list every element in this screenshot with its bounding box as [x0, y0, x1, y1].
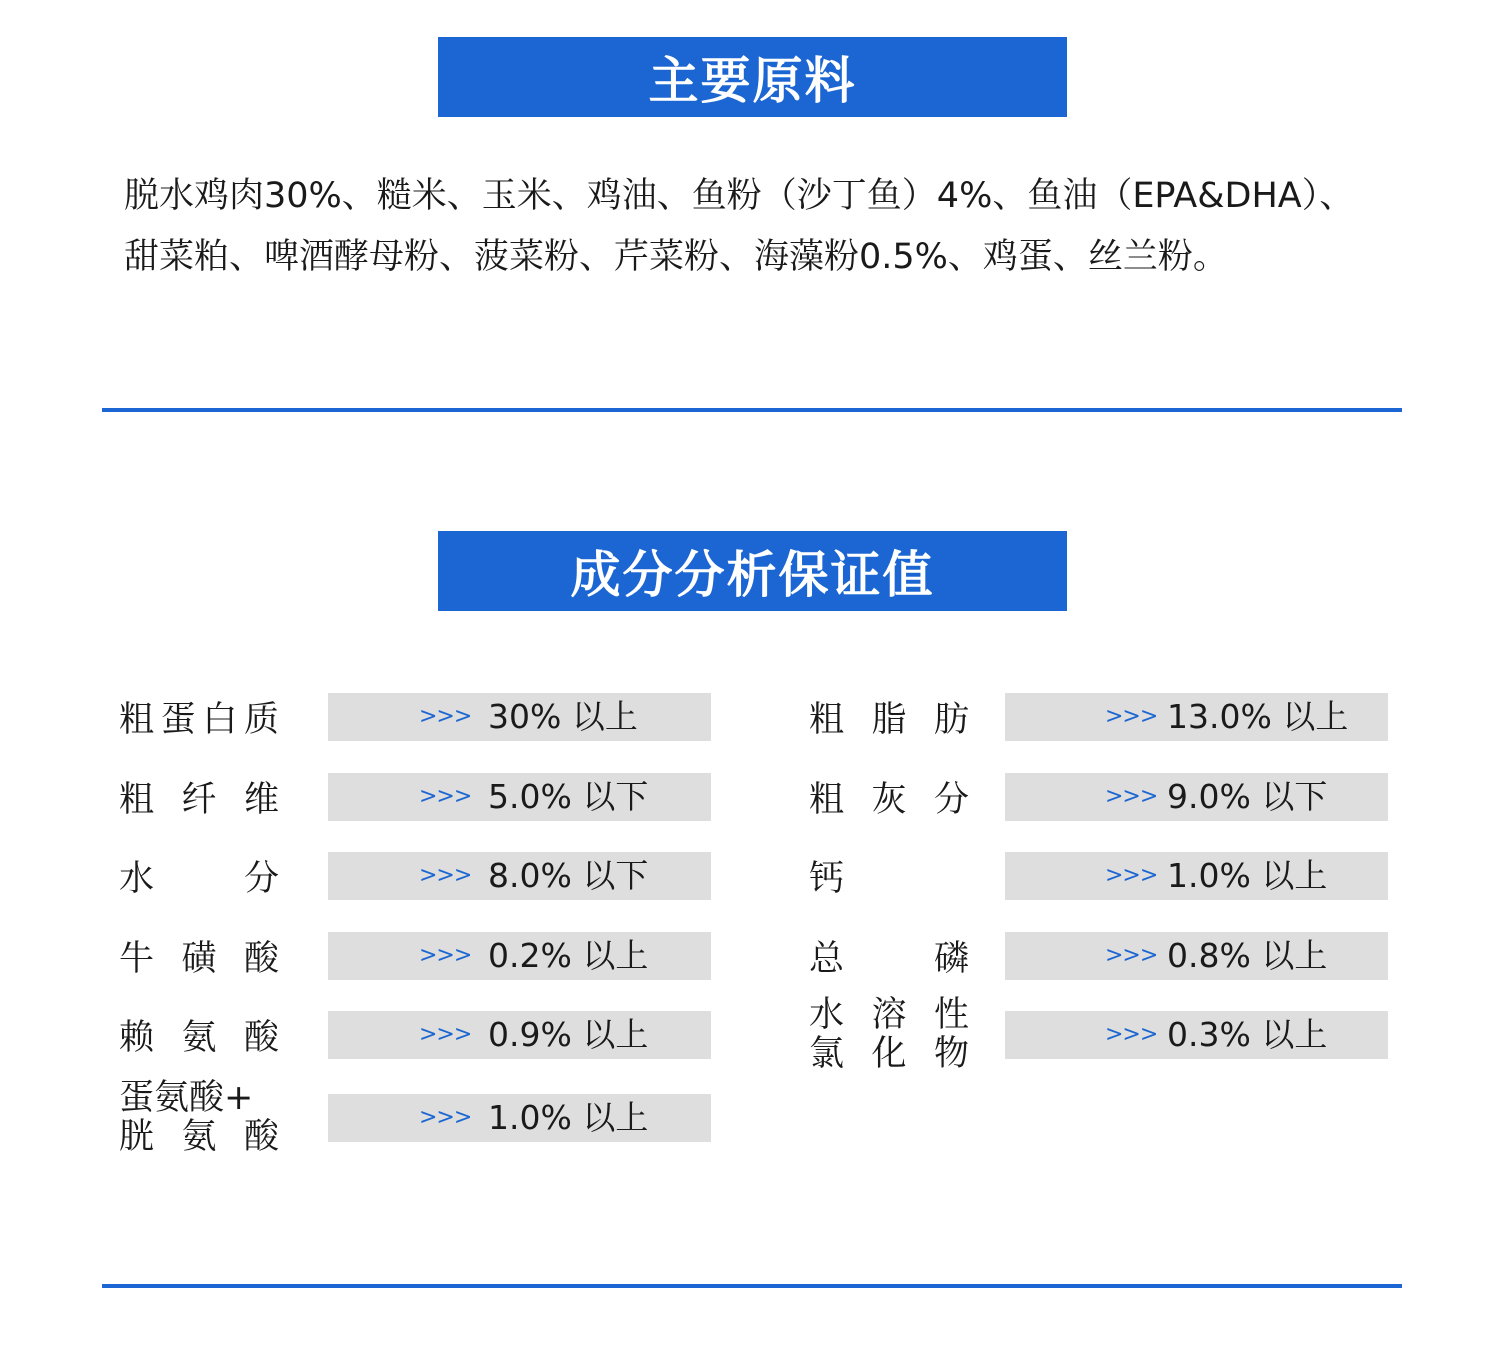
nutrient-value: 8.0% 以下: [488, 856, 649, 895]
nutrient-value: 9.0% 以下: [1167, 777, 1328, 816]
nutrient-label: [119, 1078, 279, 1158]
arrow-indicator: >>>: [419, 784, 472, 809]
arrow-indicator: >>>: [419, 1105, 472, 1130]
section-divider: [102, 408, 1402, 412]
analysis-row: [809, 693, 1409, 741]
nutrient-value: 0.8% 以上: [1167, 936, 1328, 975]
label-char: 酸: [243, 1117, 279, 1157]
nutrient-label-line2: [809, 1035, 969, 1074]
arrow-indicator: >>>: [1105, 784, 1158, 809]
label-char: 物: [933, 1034, 969, 1074]
analysis-row: [119, 932, 719, 980]
analysis-row: [809, 932, 1409, 980]
label-char: 粗: [809, 780, 845, 820]
label-char: 钙: [809, 859, 845, 899]
nutrient-label-line2: [119, 1118, 279, 1157]
section-divider-bottom: [102, 1284, 1402, 1288]
arrow-indicator: >>>: [1105, 704, 1158, 729]
nutrient-label: [119, 693, 279, 741]
analysis-row: [809, 995, 1409, 1074]
nutrient-label: [809, 995, 969, 1075]
label-char: 氨: [181, 1117, 217, 1157]
nutrient-value: 0.9% 以上: [488, 1015, 649, 1054]
nutrient-label: [809, 773, 969, 821]
nutrient-value: 30% 以上: [488, 697, 638, 736]
label-char: 分: [933, 780, 969, 820]
nutrient-value: 13.0% 以上: [1167, 697, 1349, 736]
label-char: 水: [119, 859, 155, 899]
nutrient-value: 0.2% 以上: [488, 936, 649, 975]
nutrient-label: [809, 693, 969, 741]
nutrient-value: 1.0% 以上: [1167, 856, 1328, 895]
label-char: 性: [933, 995, 969, 1035]
analysis-row: [119, 1078, 719, 1157]
label-char: 脂: [871, 700, 907, 740]
label-char: 蛋氨酸+: [119, 1078, 254, 1118]
label-char: 化: [871, 1034, 907, 1074]
label-char: 纤: [181, 780, 217, 820]
arrow-indicator: >>>: [419, 943, 472, 968]
nutrient-label: [119, 1011, 279, 1059]
nutrient-value: 5.0% 以下: [488, 777, 649, 816]
arrow-indicator: >>>: [1105, 943, 1158, 968]
nutrient-label-line1: [809, 996, 969, 1035]
label-char: 磺: [181, 939, 217, 979]
label-char: 溶: [871, 995, 907, 1035]
label-char: 赖: [119, 1018, 155, 1058]
label-char: 氨: [181, 1018, 217, 1058]
nutrient-value: 1.0% 以上: [488, 1098, 649, 1137]
analysis-row: [119, 852, 719, 900]
arrow-indicator: >>>: [1105, 863, 1158, 888]
main-ingredients-title: 主要原料: [438, 37, 1067, 117]
label-char: 磷: [933, 939, 969, 979]
nutrient-value: 0.3% 以上: [1167, 1015, 1328, 1054]
label-char: 粗: [119, 700, 155, 740]
label-char: 粗: [809, 700, 845, 740]
label-char: 灰: [871, 780, 907, 820]
arrow-indicator: >>>: [419, 1022, 472, 1047]
label-char: 肪: [933, 700, 969, 740]
analysis-row: [809, 852, 1409, 900]
label-char: 质: [243, 700, 279, 740]
analysis-row: [119, 693, 719, 741]
label-char: 总: [809, 939, 845, 979]
label-char: 蛋: [160, 700, 196, 740]
label-char: 氯: [809, 1034, 845, 1074]
nutrient-label: [119, 932, 279, 980]
analysis-row: [119, 1011, 719, 1059]
guaranteed-analysis-title: 成分分析保证值: [438, 531, 1067, 611]
label-char: 水: [809, 995, 845, 1035]
label-char: 酸: [243, 939, 279, 979]
nutrient-label: [119, 852, 279, 900]
label-char: 白: [202, 700, 238, 740]
arrow-indicator: >>>: [419, 863, 472, 888]
label-char: 酸: [243, 1018, 279, 1058]
analysis-row: [809, 773, 1409, 821]
nutrient-label: [809, 852, 969, 900]
label-char: 分: [243, 859, 279, 899]
label-char: 牛: [119, 939, 155, 979]
arrow-indicator: >>>: [1105, 1022, 1158, 1047]
label-char: 胱: [119, 1117, 155, 1157]
label-char: 维: [243, 780, 279, 820]
ingredients-text: 脱水鸡肉30%、糙米、玉米、鸡油、鱼粉（沙丁鱼）4%、鱼油（EPA&DHA）、甜菜粕、啤酒酵母粉、菠菜粉、芹菜粉、海藻粉0.5%、鸡蛋、丝兰粉。: [124, 176, 1355, 277]
arrow-indicator: >>>: [419, 704, 472, 729]
nutrient-label-line1: [119, 1079, 279, 1118]
analysis-row: [119, 773, 719, 821]
label-char: 粗: [119, 780, 155, 820]
nutrient-label: [809, 932, 969, 980]
nutrient-label: [119, 773, 279, 821]
